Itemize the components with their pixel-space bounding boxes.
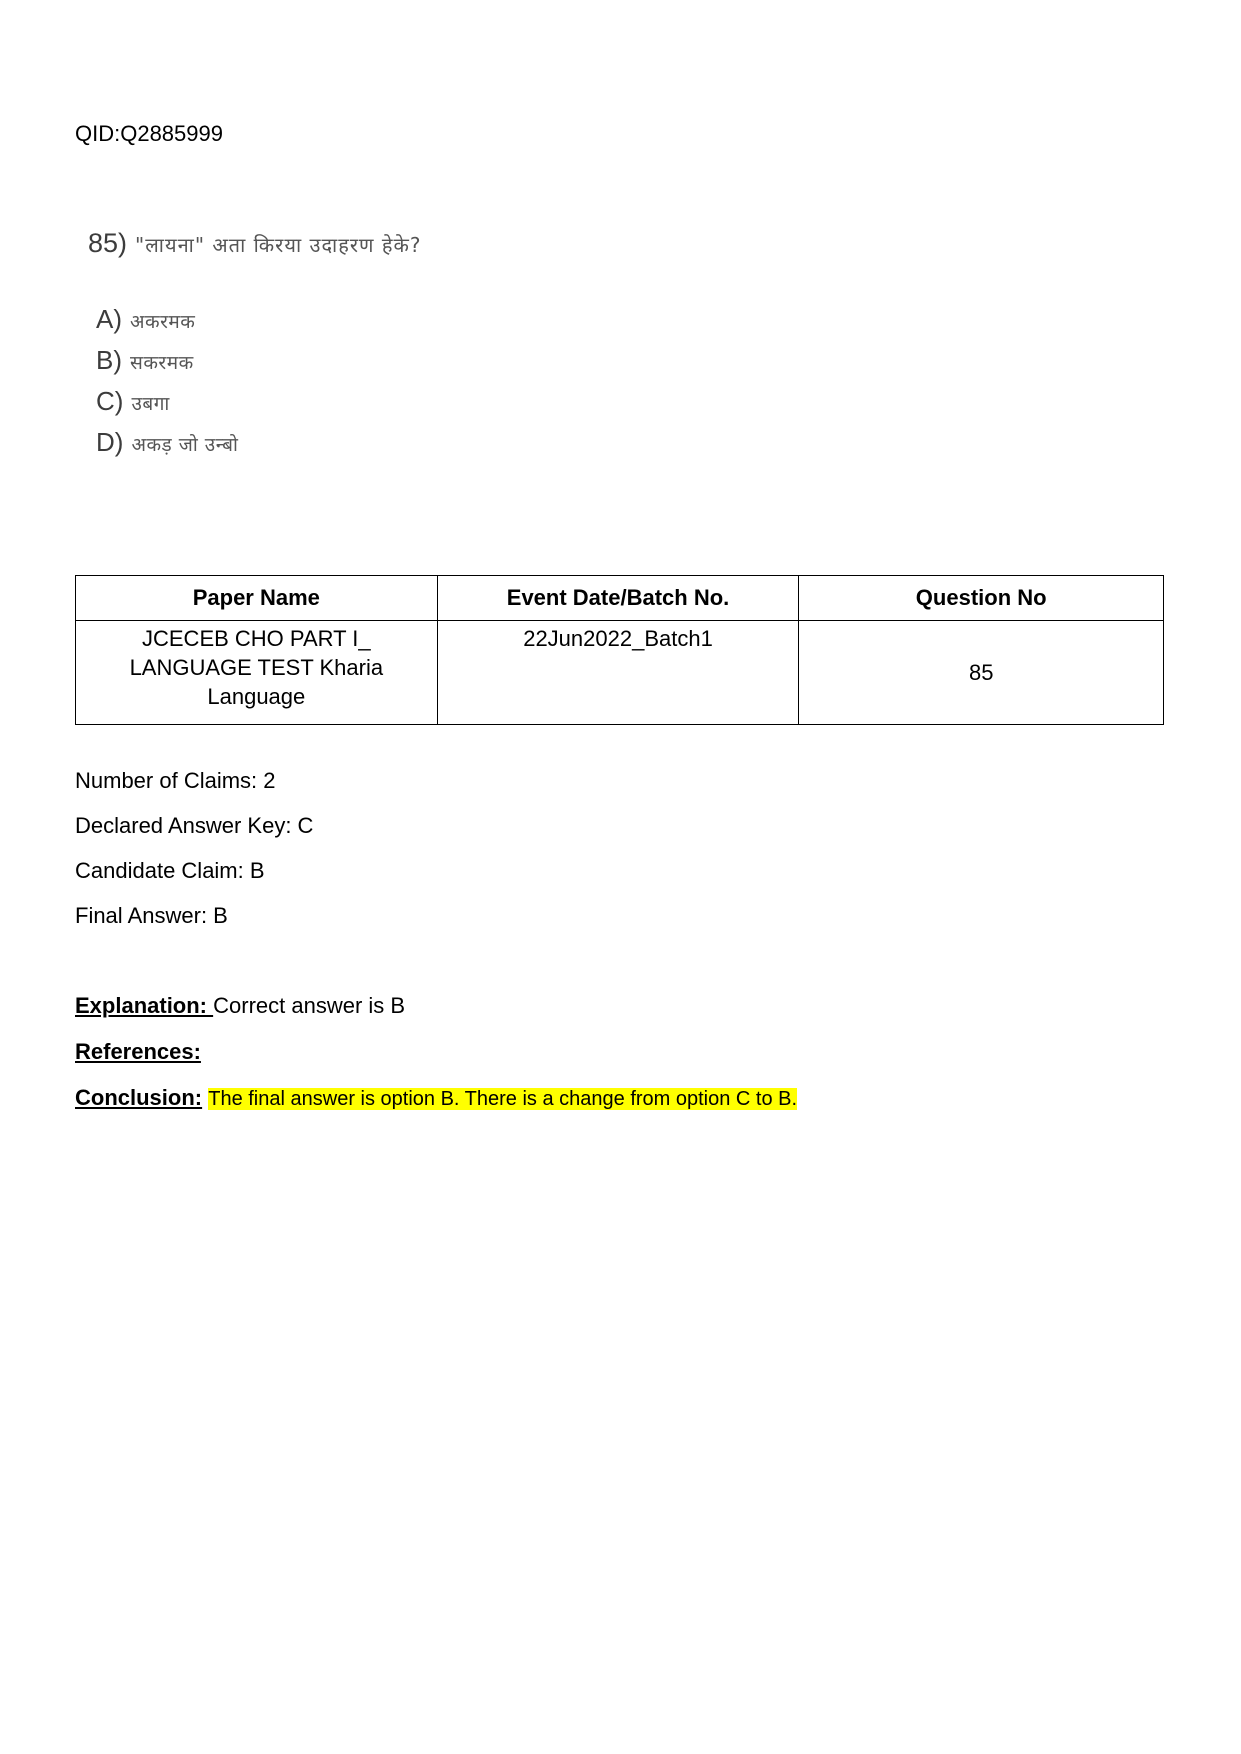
- explanation-text: Correct answer is B: [213, 993, 406, 1018]
- option-b: [96, 345, 421, 386]
- question-stem: [88, 228, 421, 268]
- question-image: [88, 228, 421, 468]
- conclusion-line: [75, 1085, 797, 1131]
- cell-question-no: 85: [799, 621, 1164, 725]
- conclusion-text: The final answer is option B. There is a change from option C to B.: [208, 1088, 798, 1110]
- table-header-row: [76, 576, 1164, 621]
- option-a: [96, 304, 421, 345]
- option-text: अकरमक: [130, 311, 196, 333]
- question-number: 85): [88, 228, 128, 258]
- option-letter: B): [96, 345, 122, 375]
- option-d: [96, 427, 421, 468]
- question-text: "लायना" अता किरया उदाहरण हेके?: [135, 233, 422, 257]
- explanation-line: [75, 993, 797, 1039]
- explanation-label: Explanation:: [75, 993, 214, 1018]
- candidate-claim: Candidate Claim: B: [75, 858, 265, 883]
- declared-answer-key: Declared Answer Key: C: [75, 813, 314, 838]
- cell-event-date: 22Jun2022_Batch1: [437, 621, 799, 725]
- option-letter: D): [96, 427, 124, 457]
- paper-info-table: [75, 575, 1164, 725]
- option-text: अकड़ जो उन्बो: [131, 434, 239, 456]
- references-label: References:: [75, 1039, 201, 1064]
- option-text: सकरमक: [130, 352, 194, 374]
- option-text: उबगा: [131, 393, 170, 415]
- option-letter: C): [96, 386, 124, 416]
- explanation-section: [75, 993, 797, 1131]
- options-list: [96, 304, 421, 468]
- conclusion-label: Conclusion:: [75, 1085, 203, 1110]
- option-c: [96, 386, 421, 427]
- question-id: QID:Q2885999: [75, 121, 223, 146]
- cell-paper-name: JCECEB CHO PART I_ LANGUAGE TEST Kharia Language: [76, 621, 438, 725]
- claims-summary: [75, 768, 313, 948]
- number-of-claims: Number of Claims: 2: [75, 768, 276, 793]
- header-question-no: Question No: [799, 576, 1164, 621]
- table-row: [76, 621, 1164, 725]
- final-answer: Final Answer: B: [75, 903, 228, 928]
- header-event-date: Event Date/Batch No.: [437, 576, 799, 621]
- references-line: [75, 1039, 797, 1085]
- option-letter: A): [96, 304, 122, 334]
- header-paper-name: Paper Name: [76, 576, 438, 621]
